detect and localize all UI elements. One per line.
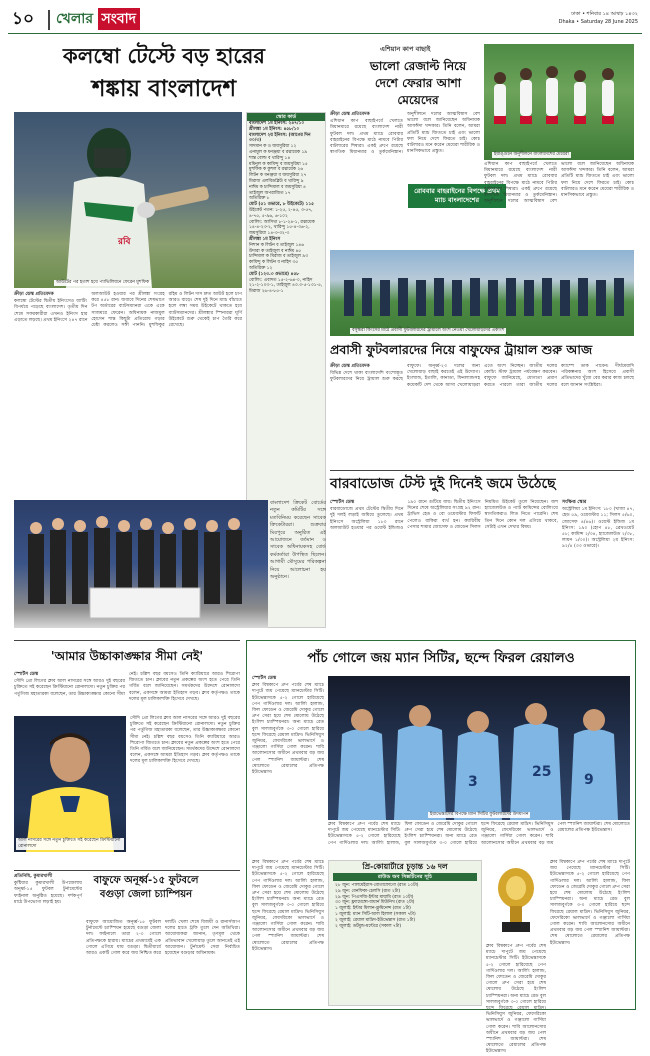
ceremony-text: বাংলাদেশ ক্রিকেট বোর্ডের নতুন কমিটির সঙ্গে মতবিনিময় করেছেন সাবেক ক্রিকেটাররা। শুক্রবার মিরপুরে অনুষ্ঠিত এই আয়োজনে বর্তমান ও সাবেক অধিনায়কসহ বোর্ড কর্মকর্তারা উপস্থিত ছিলেন। আগামী মৌসুমের পরিকল্পনা নিয়ে আলোচনা হয় অনুষ্ঠানে। [270, 500, 326, 581]
svg-text:3: 3 [468, 774, 478, 790]
scorecard-line: মমিনুল ক কামিন্দু ব জয়সুরিয়া ১৫ [249, 161, 308, 167]
cwc-text: ক্লাব বিশ্বকাপে গ্রুপ পর্বের শেষ ম্যাচে দাপুটে জয় পেয়েছে ম্যানচেস্টার সিটি। ইউভেন্তাসকে ৫-২ গোলে হারিয়েছে পেপ গার্দিওলার দল। আর্লিং হালান্ড, ফিল ফোডেন ও জেরেমি দোকুর গোলে গ্রুপ সেরা হয়ে শেষ ষোলোয় উঠেছে ইংলিশ চ্যাম্পিয়নরা। অন্য ম্যাচে রেড বুল সালজবুর্গকে ৩-০ গোলে হারিয়ে ছন্দে ফিরেছে রেয়াল মাদ্রিদ। ভিনিসিয়ুস জুনিয়র, ফেদেরিকো ভালভার্দে ও গঞ্জালো গার্সিয়া গোল করেন। শাবি আলোনসোর অধীনে প্রথমবার বড় জয় পেল স্প্যানিশ জায়ান্টরা। শেষ ষোলোতে রেয়ালের প্রতিপক্ষ ইউভেন্তাস। [252, 683, 324, 776]
ronaldo-photo [14, 716, 126, 852]
ronaldo-illustration [14, 716, 126, 852]
women-body-left [330, 112, 480, 246]
women-headline: ভালো রেজাল্ট নিয়ে দেশে ফেরার আশা মেয়েদের [369, 59, 467, 107]
scorecard-line: শ্রীলঙ্কা ১ম ইনিংস: ৪৫৮/১০ [249, 126, 300, 132]
cwc-body-lower [252, 860, 324, 1006]
preq-row: ২৯ জুন: বেনফিকা-চেলসি (রাত ২টা) [335, 888, 401, 894]
trial-photo-caption: বসুন্ধরা কিংসের মাঠে প্রবাসী ফুটবলারদের ট্রায়ালে অংশ নেওয়া খেলোয়াড়দের একাংশ [352, 328, 505, 333]
preq-row: ২৯ জুন: পিএসজি-ইন্টার মায়ামি (রাত ১০টা) [335, 894, 414, 900]
svg-text:25: 25 [532, 764, 552, 780]
preq-title: প্রি-কোয়ার্টারে চূড়ান্ত ১৬ দল [362, 862, 448, 871]
ronaldo-byline: স্পোর্টস ডেস্ক [14, 672, 39, 677]
preq-box [328, 860, 482, 1006]
scorecard-line: অতিরিক্ত ৮ [249, 196, 270, 202]
u15-text: বাফুফে আয়োজিত অনূর্ধ্ব-১৫ ফুটবল টুর্নামেন্টে চ্যাম্পিয়ন হয়েছে বগুড়া জেলা দল। ফাইনালে তারা ২-০ গোলে প্রতিপক্ষকে হারায়। ম্যাচের প্রথমার্ধেই এক গোলে এগিয়ে যায় বগুড়া। দ্বিতীয়ার্ধে আরও একটি গোল করে জয় নিশ্চিত করে দলটি। খেলা শেষে বিজয়ী ও রানার্সআপ দলের হাতে ট্রফি তুলে দেন অতিথিরা। আয়োজকরা জানান, তৃণমূল থেকে প্রতিভাবান খেলোয়াড় তুলে আনতেই এই আয়োজন। টুর্নামেন্ট সেরা নির্বাচিত হয়েছেন বগুড়ার অধিনায়ক। [86, 920, 240, 957]
preq-row: ১ জুলাই: ম্যান সিটি-আল হিলাল (সকাল ৭টা) [335, 911, 416, 917]
scorecard-line: অতিরিক্ত ১২ [249, 265, 273, 271]
trophy-image [486, 860, 546, 940]
barbados-body [330, 500, 558, 628]
cwc-body-bottom [486, 944, 546, 1055]
women-banner: রোববার বাহরাইনের বিপক্ষে প্রথম ম্যাচ বাংলাদেশের [408, 184, 506, 208]
lead-headline [14, 40, 314, 112]
date-bangla: ঢাকা • শনিবার ১৪ আষাঢ় ১৪৩২ [571, 11, 638, 17]
ronaldo-text: সৌদি প্রো লিগের ক্লাব আল নাসরের সঙ্গে আরও দুই বছরের চুক্তিতে সই করেছেন ক্রিস্টিয়ানো রোনালদো। নতুন চুক্তির পর পর্তুগিজ মহাতারকা বলেছেন, তার উচ্চাকাঙ্ক্ষার কোনো সীমা নেই। চল্লিশ বছর বয়সেও তিনি ক্যারিয়ারে আরও শিরোপা জিততে চান। ক্লাবের নতুন প্রকল্পের অংশ হতে পেরে তিনি গর্বিত বলে জানিয়েছেন। সমর্থকদের উদ্দেশে রোনালদো বলেন, একসঙ্গে আমরা ইতিহাস গড়ব। ক্লাব কর্তৃপক্ষও তাকে দলের মূল চালিকাশক্তি হিসেবে দেখছে। [14, 672, 240, 702]
svg-text:রবি: রবি [118, 237, 131, 247]
scorecard-line: উদারা ক তাইজুল ব নাঈম ৪৫ [249, 248, 302, 254]
ronaldo-photo-caption: আল নাসরের সঙ্গে নতুন চুক্তিতে সই করেছেন ক্রিস্টিয়ানো রোনালদো [16, 838, 124, 850]
ronaldo-body-top [14, 672, 240, 712]
cwc-byline: স্পোর্টস ডেস্ক [252, 676, 277, 681]
lead-byline: ক্রীড়া ডেস্ক প্রতিবেদক [14, 292, 54, 297]
barbados-text: বারবাডোজে প্রথম টেস্টের দ্বিতীয় দিনে দুই দলই লড়াই জমিয়ে তুলেছে। প্রথম ইনিংসে অস্ট্রেলিয়া ১৮০ রানে অলআউট হওয়ার পর ওয়েস্ট ইন্ডিজও ১৯০ রানে গুটিয়ে যায়। দ্বিতীয় ইনিংসে দিনের শেষে অস্ট্রেলিয়ার সংগ্রহ ৯২ রান। ট্রাভিস হেড ও বো ওয়েবস্টার ফিফটি পেলেও বাকিরা ব্যর্থ হন। ক্যারিবীয় পেসার শামার জোসেফ ও জেডেন সিলস নিয়মিত উইকেট তুলে নিয়েছেন। জশ হ্যাজেলউড ও প্যাট কামিন্সের বোলিংয়ে স্বাগতিকরাও লিড নিতে পারেনি। শেষ তিন দিনে কোন দল এগিয়ে থাকবে, সেটাই এখন দেখার বিষয়। [330, 500, 558, 531]
batsman-illustration [14, 112, 242, 288]
ronaldo-headline: 'আমার উচ্চাকাঙ্ক্ষার সীমা নেই' [50, 649, 204, 663]
preq-row: ৩০ জুন: ফ্ল্যামেঙ্গো-বায়ার্ন মিউনিখ (রাত ২টা) [335, 900, 415, 906]
barbados-mini-text: অস্ট্রেলিয়া ১ম ইনিংস: ১৮০ (খাজা ৪৭, হেড ৫৯, ওয়েবস্টার ১১; সিলস ৫/৬০, জোসেফ ৪/৪৬)। ওয়েস্ট ইন্ডিজ ১ম ইনিংস: ১৯০ (হোপ ৪৮, ব্রেথওয়েট ৫৮; কামিন্স ২/৩৪, হ্যাজেলউড ২/৩৮, লায়ন ১/৩০)। অস্ট্রেলিয়া ২য় ইনিংস: ৯২/৪ (৩৩ ওভারে)। [562, 507, 634, 550]
barbados-byline: স্পোর্টস ডেস্ক [330, 500, 355, 505]
scorecard-line: এনামুল ক ধনঞ্জয়া ব রত্নায়েক ১৯ [249, 149, 308, 155]
page-number: ১০ [12, 9, 35, 29]
masthead-divider [48, 10, 50, 30]
scorecard-line: শ্রীলঙ্কা ১ম ইনিংস [249, 236, 281, 242]
trial-body [330, 364, 634, 468]
scorecard-line: তাইজুল অপরাজিত ১৭ [249, 190, 291, 196]
players-illustration [484, 44, 634, 160]
barbados-headline: বারবাডোজ টেস্ট দুই দিনেই জমে উঠেছে [330, 476, 556, 492]
lead-photo [14, 112, 242, 288]
scorecard-line: বোলিং: আসিথা ৮-১-২৪-১, রত্নায়েক ১৪-৪-২৩-২, থারিন্দু ১৫-৪-৩৬-২, জয়সুরিয়া ১৪-৩-৩২-৩ [249, 219, 315, 237]
cwc-text-cont2: ক্লাব বিশ্বকাপে গ্রুপ পর্বের শেষ ম্যাচে দাপুটে জয় পেয়েছে ম্যানচেস্টার সিটি। ইউভেন্তাসকে ৫-২ গোলে হারিয়েছে পেপ গার্দিওলার দল। আর্লিং হালান্ড, ফিল ফোডেন ও জেরেমি দোকুর গোলে গ্রুপ সেরা হয়ে শেষ ষোলোয় উঠেছে ইংলিশ চ্যাম্পিয়নরা। অন্য ম্যাচে রেড বুল সালজবুর্গকে ৩-০ গোলে হারিয়ে ছন্দে ফিরেছে রেয়াল মাদ্রিদ। ভিনিসিয়ুস জুনিয়র, ফেদেরিকো ভালভার্দে ও গঞ্জালো গার্সিয়া গোল করেন। শাবি আলোনসোর অধীনে প্রথমবার বড় জয় পেল স্প্যানিশ জায়ান্টরা। শেষ ষোলোতে রেয়ালের প্রতিপক্ষ ইউভেন্তাস। [252, 860, 324, 952]
trophy-icon [486, 860, 546, 940]
cwc-text-cont: ক্লাব বিশ্বকাপে গ্রুপ পর্বের শেষ ম্যাচে দাপুটে জয় পেয়েছে ম্যানচেস্টার সিটি। ইউভেন্তাসকে ৫-২ গোলে হারিয়েছে পেপ গার্দিওলার দল। আর্লিং হালান্ড, ফিল ফোডেন ও জেরেমি দোকুর গোলে গ্রুপ সেরা হয়ে শেষ ষোলোয় উঠেছে ইংলিশ চ্যাম্পিয়নরা। অন্য ম্যাচে রেড বুল সালজবুর্গকে ৩-০ গোলে হারিয়ে ছন্দে ফিরেছে রেয়াল মাদ্রিদ। ভিনিসিয়ুস জুনিয়র, ফেদেরিকো ভালভার্দে ও গঞ্জালো গার্সিয়া গোল করেন। শাবি আলোনসোর অধীনে প্রথমবার বড় জয় পেল স্প্যানিশ জায়ান্টরা। শেষ ষোলোতে রেয়ালের প্রতিপক্ষ ইউভেন্তাস। [328, 822, 630, 846]
cwc-text-cont3: ক্লাব বিশ্বকাপে গ্রুপ পর্বের শেষ ম্যাচে দাপুটে জয় পেয়েছে ম্যানচেস্টার সিটি। ইউভেন্তাসকে ৫-২ গোলে হারিয়েছে পেপ গার্দিওলার দল। আর্লিং হালান্ড, ফিল ফোডেন ও জেরেমি দোকুর গোলে গ্রুপ সেরা হয়ে শেষ ষোলোয় উঠেছে ইংলিশ চ্যাম্পিয়নরা। অন্য ম্যাচে রেড বুল সালজবুর্গকে ৩-০ গোলে হারিয়ে ছন্দে ফিরেছে রেয়াল মাদ্রিদ। ভিনিসিয়ুস জুনিয়র, ফেদেরিকো ভালভার্দে ও গঞ্জালো গার্সিয়া গোল করেন। শাবি আলোনসোর অধীনে প্রথমবার বড় জয় পেল স্প্যানিশ জায়ান্টরা। শেষ ষোলোতে রেয়ালের প্রতিপক্ষ ইউভেন্তাস। [550, 860, 630, 946]
lead-photo-caption: আউটের পর হতাশ হয়ে প্যাভিলিয়নে ফেরেন মুশফিক [56, 280, 150, 285]
cwc-headline: পাঁচ গোলে জয় ম্যান সিটির, ছন্দে ফিরল রেয়ালও [307, 650, 575, 666]
scorecard-line: মুশফিক ক কুশল ব রত্নায়েক ২৬ [249, 167, 304, 173]
masthead [8, 6, 642, 34]
preq-subtitle: রাউন্ড অব সিক্সটিনের সূচি [333, 873, 477, 881]
women-text: এশিয়ান কাপ বাছাইপর্বে খেলতে মিয়ানমারে রয়েছে বাংলাদেশ নারী ফুটবল দল। প্রথম ম্যাচে রোববার বাহরাইনের বিপক্ষে মাঠে নামবে পিটার বাটলারের শিষ্যরা। একই গ্রুপে রয়েছে স্বাগতিক মিয়ানমার ও তুর্কমেনিস্তান। অনুশীলনে দলের আত্মবিশ্বাস বেশ ভালো বলে জানিয়েছেন অধিনায়ক আফঈদা খন্দকার। তিনি বলেন, আমরা প্রতিটি ম্যাচ জিততে চাই এবং ভালো ফল নিয়ে দেশে ফিরতে চাই। কোচ বাটলারও মনে করেন মেয়েরা শারীরিক ও মানসিকভাবে প্রস্তুত। [330, 112, 480, 156]
ronaldo-body-side [130, 716, 240, 868]
u15-body [86, 920, 240, 1010]
mancity-players-illustration [328, 676, 630, 820]
lead-text: কলম্বো টেস্টের দ্বিতীয় ইনিংসেও ব্যাটিং বিপর্যয়ে পড়েছে বাংলাদেশ। তৃতীয় দিন শেষে সফরকারীরা এখনও ইনিংস হার এড়াতে লড়ছে। প্রথম ইনিংসে ২৪৭ রানে অলআউট হওয়ার পর শ্রীলঙ্কা সংগ্রহ করে ৪৫৮ রান। জবাবে দিনের শেষভাগে টপ অর্ডারের ব্যাটসম্যানরা একে একে সাজঘরে ফেরেন। অধিনায়ক নাজমুল হোসেন শান্ত কিছুটা প্রতিরোধ গড়ার চেষ্টা করলেও সঙ্গী পাননি। মুশফিকুর রহিম ও লিটন দাস দ্রুত আউট হলে চাপ আরও বাড়ে। শেষ দুই দিনে ম্যাচ বাঁচাতে হলে লম্বা সময় উইকেটে থাকতে হবে ব্যাটসম্যানদের। শ্রীলঙ্কার স্পিনাররা ঘূর্ণি উইকেটে শুরু থেকেই চাপ তৈরি করে রেখেছে। [14, 292, 242, 329]
lead-headline-line1: কলম্বো টেস্টে বড় হারের [63, 44, 265, 68]
cwc-body-right [550, 860, 630, 1006]
trial-players-illustration [330, 250, 634, 336]
ceremony-side-text [270, 500, 326, 628]
barbados-mini-title: সংক্ষিপ্ত স্কোর [562, 500, 587, 505]
scorecard-line: কামিন্দু ক লিটন ব নাহিদ ৩৫ [249, 260, 299, 266]
brand-part2: সংবাদ [98, 8, 140, 30]
scorecard-line: লিটন ক ধনঞ্জয়া ব জয়সুরিয়া ২৭ [249, 173, 307, 179]
scorecard-line: বোলিং: এবাদত ১৫-২-৬৪-০, নাহিদ ২১-২-১০৩-১, তাইজুল ৪৩.৩-৫-১৩১-৫, মিরাজ ২৬-৪-৮৫-১ [249, 277, 323, 295]
svg-text:9: 9 [584, 772, 594, 788]
u15-intro [14, 874, 82, 1010]
cwc-body-mid [328, 822, 630, 858]
trial-text: বিভিন্ন দেশে থাকা বাংলাদেশি বংশোদ্ভূত ফুটবলারদের নিয়ে ট্রায়াল শুরু করছে বাফুফে। অনূর্ধ্ব-২৩ দলের জন্য খেলোয়াড় বাছাই করতেই এই উদ্যোগ। ইংল্যান্ড, ইতালি, কানাডা, ফিনল্যান্ডসহ কয়েকটি দেশ থেকে আসা খেলোয়াড়রা এতে অংশ নিচ্ছেন। জাতীয় দলের কোচিং স্টাফ ট্রায়াল পর্যবেক্ষণ করবেন। বাফুফে জানিয়েছে, যোগ্যতা প্রমাণ করতে পারলে তারা জাতীয় দলের ক্যাম্পে ডাক পাবেন। দীর্ঘমেয়াদি পরিকল্পনার অংশ হিসেবে প্রবাসী প্রতিভাদের খুঁজে বের করার কাজ চলছে বলে জানান সংশ্লিষ্টরা। [330, 364, 634, 388]
women-byline: ক্রীড়া ডেস্ক প্রতিবেদক [330, 112, 370, 117]
preq-row: ২৮ জুন: পালমেইরাস-বোতাফোগো (রাত ১০টা) [335, 883, 419, 888]
scorecard-line: বাংলাদেশ ১ম ইনিংস: ২৪৭/১০ [249, 121, 305, 126]
u15-byline: প্রতিনিধি, কুমারখালী [14, 874, 53, 879]
ronaldo-text-cont: সৌদি প্রো লিগের ক্লাব আল নাসরের সঙ্গে আরও দুই বছরের চুক্তিতে সই করেছেন ক্রিস্টিয়ানো রোনালদো। নতুন চুক্তির পর পর্তুগিজ মহাতারকা বলেছেন, তার উচ্চাকাঙ্ক্ষার কোনো সীমা নেই। চল্লিশ বছর বয়সেও তিনি ক্যারিয়ারে আরও শিরোপা জিততে চান। ক্লাবের নতুন প্রকল্পের অংশ হতে পেরে তিনি গর্বিত বলে জানিয়েছেন। সমর্থকদের উদ্দেশে রোনালদো বলেন, একসঙ্গে আমরা ইতিহাস গড়ব। ক্লাব কর্তৃপক্ষও তাকে দলের মূল চালিকাশক্তি হিসেবে দেখছে। [130, 716, 240, 765]
scorecard-lines [247, 121, 325, 295]
divider [330, 470, 634, 471]
ceremony-photo [14, 500, 268, 628]
scorecard-line: মোট (১২৩.৩ ওভারে) ৪৫৮ [249, 271, 300, 277]
preq-row: ২ জুলাই: ডর্টমুন্ড-মন্টেরে (সকাল ৭টা) [335, 923, 402, 929]
women-text-cont: এশিয়ান কাপ বাছাইপর্বে খেলতে মিয়ানমারে রয়েছে বাংলাদেশ নারী ফুটবল দল। প্রথম ম্যাচে রোববার বাহরাইনের বিপক্ষে মাঠে নামবে পিটার বাটলারের শিষ্যরা। একই গ্রুপে রয়েছে স্বাগতিক মিয়ানমার ও তুর্কমেনিস্তান। অনুশীলনে দলের আত্মবিশ্বাস বেশ ভালো বলে জানিয়েছেন অধিনায়ক আফঈদা খন্দকার। তিনি বলেন, আমরা প্রতিটি ম্যাচ জিততে চাই এবং ভালো ফল নিয়ে দেশে ফিরতে চাই। কোচ বাটলারও মনে করেন মেয়েরা শারীরিক ও মানসিকভাবে প্রস্তুত। [484, 162, 634, 205]
cwc-celebration-photo [328, 676, 630, 820]
scorecard-line: মিরাজ এলবিডব্লিউ ব থারিন্দু ৯ [249, 178, 304, 184]
scorecard-title: স্কোর কার্ড [247, 113, 325, 121]
barbados-mini-scorecard [562, 500, 634, 628]
trial-byline: ক্রীড়া ডেস্ক প্রতিবেদক [330, 364, 370, 369]
u15-headline: বাফুফে অনূর্ধ্ব-১৫ ফুটবলে বগুড়া জেলা চ্যাম্পিয়ন [93, 875, 199, 900]
scorecard-line: শান্ত বোল্ড ব থারিন্দু ১৪ [249, 155, 291, 161]
scorecard-line: উইকেট পতন: ১-২৫, ২-৪৫, ৩-৫৭, ৪-৭৫, ৫-৯৬, ৬-১০২ [249, 207, 313, 219]
cwc-body-left [252, 676, 324, 840]
brand-logo [56, 8, 184, 32]
trial-group-photo [330, 250, 634, 336]
brand-part1: খেলার [56, 11, 94, 27]
women-photo-caption: ইয়াঙ্গুনে অনুশীলনে বাংলাদেশের মেয়েরা [494, 152, 569, 157]
preq-row: ১ জুলাই: ইন্টার মিলান-ফ্লুমিনেন্স (রাত ১টা) [335, 906, 411, 912]
divider [14, 640, 240, 641]
scorecard-line: মোট (৫১ ওভারে, ৮ উইকেটে) ১১৫ [249, 202, 314, 208]
scorecard-line: বাংলাদেশ ২য় ইনিংস: (আগের দিন ৩০/৩) [249, 132, 311, 144]
divider [14, 870, 240, 871]
u15-intro-text: কুষ্টিয়ার কুমারখালী উপজেলায় অনূর্ধ্ব-১৫ ফুটবল টুর্নামেন্টের ফাইনাল অনুষ্ঠিত হয়েছে। দর্শকপূর্ণ মাঠে উপভোগ্য লড়াই হয়। [14, 881, 82, 905]
scorecard-line: নাঈম ক চান্দিমাল ব জয়সুরিয়া ৪ [249, 184, 306, 190]
women-kicker: এশিয়ান কাপ বাছাই [380, 45, 431, 53]
women-body-right [484, 162, 634, 246]
ceremony-illustration [14, 500, 268, 628]
lead-headline-line2: শঙ্কায় বাংলাদেশ [91, 76, 237, 102]
trial-headline: প্রবাসী ফুটবলারদের নিয়ে বাফুফের ট্রায়াল শুরু আজ [330, 342, 593, 357]
scorecard-line: চান্দিমাল ক মিরাজ ব তাইজুল ৯৩ [249, 254, 308, 260]
preq-row: ২ জুলাই: রেয়াল মাদ্রিদ-ইউভেন্তাস (রাত ১টা) [335, 917, 416, 923]
scorecard-line: সাদমান ক ও জয়সুরিয়া ১২ [249, 144, 297, 150]
women-team-photo [484, 44, 634, 160]
scorecard-line: নিশান ক লিটন ব তাইজুল ১৪৬ [249, 242, 305, 248]
cwc-photo-caption: ইয়াভেন্তাসের বিপক্ষে ম্যান সিটির ফুটবলারদের উদযাপন [430, 812, 529, 817]
cwc-text-cont4: ক্লাব বিশ্বকাপে গ্রুপ পর্বের শেষ ম্যাচে দাপুটে জয় পেয়েছে ম্যানচেস্টার সিটি। ইউভেন্তাসকে ৫-২ গোলে হারিয়েছে পেপ গার্দিওলার দল। আর্লিং হালান্ড, ফিল ফোডেন ও জেরেমি দোকুর গোলে গ্রুপ সেরা হয়ে শেষ ষোলোয় উঠেছে ইংলিশ চ্যাম্পিয়নরা। অন্য ম্যাচে রেড বুল সালজবুর্গকে ৩-০ গোলে হারিয়ে ছন্দে ফিরেছে রেয়াল মাদ্রিদ। ভিনিসিয়ুস জুনিয়র, ফেদেরিকো ভালভার্দে ও গঞ্জালো গার্সিয়া গোল করেন। শাবি আলোনসোর অধীনে প্রথমবার বড় জয় পেল স্প্যানিশ জায়ান্টরা। শেষ ষোলোতে রেয়ালের প্রতিপক্ষ ইউভেন্তাস। [486, 944, 546, 1055]
date-english: Dhaka • Saturday 28 June 2025 [558, 19, 638, 25]
